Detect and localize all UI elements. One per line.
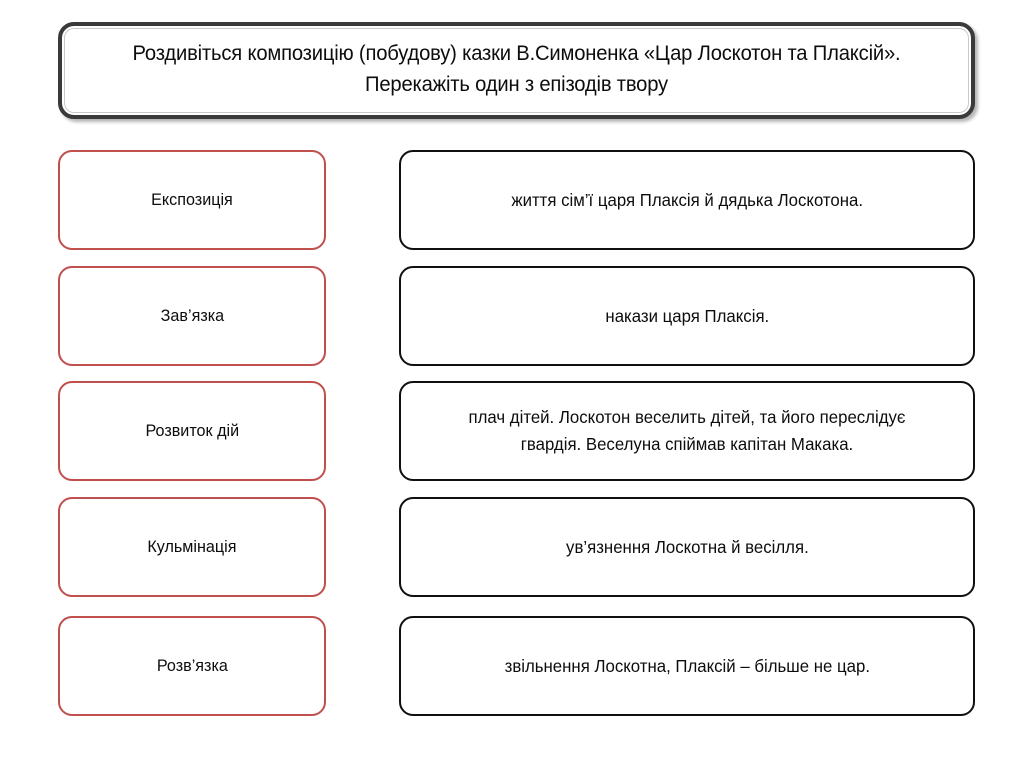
description-text: життя сім’ї царя Плаксія й дядька Лоскотона. bbox=[511, 189, 863, 210]
stage-label: Кульмінація bbox=[147, 537, 237, 556]
stage-box-rising-action[interactable] bbox=[58, 381, 326, 481]
description-text: ув’язнення Лоскотна й весілля. bbox=[565, 536, 809, 557]
description-box-climax[interactable] bbox=[399, 497, 975, 597]
description-box-inciting-incident[interactable] bbox=[399, 266, 975, 366]
stage-label: Експозиція bbox=[151, 190, 233, 209]
description-box-exposition[interactable] bbox=[399, 150, 975, 250]
stage-box-exposition[interactable] bbox=[58, 150, 326, 250]
page-title: Роздивіться композицію (побудову) казки В.Симоненка «Цар Лоскотон та Плаксій». Перекажіть один з епізодів твору bbox=[132, 40, 901, 96]
stage-box-denouement[interactable] bbox=[58, 616, 326, 716]
stage-box-inciting-incident[interactable] bbox=[58, 266, 326, 366]
stage-label: Розвиток дій bbox=[145, 421, 239, 440]
description-box-rising-action[interactable] bbox=[399, 381, 975, 481]
stage-label: Розв’язка bbox=[156, 656, 228, 675]
stage-label: Зав’язка bbox=[160, 306, 224, 325]
description-text: накази царя Плаксія. bbox=[605, 305, 769, 326]
stage-box-climax[interactable] bbox=[58, 497, 326, 597]
description-box-denouement[interactable] bbox=[399, 616, 975, 716]
description-text: звільнення Лоскотна, Плаксій – більше не цар. bbox=[504, 655, 870, 676]
description-text: плач дітей. Лоскотон веселить дітей, та його переслідує гвардія. Веселуна спіймав капітан Макака. bbox=[468, 407, 906, 454]
